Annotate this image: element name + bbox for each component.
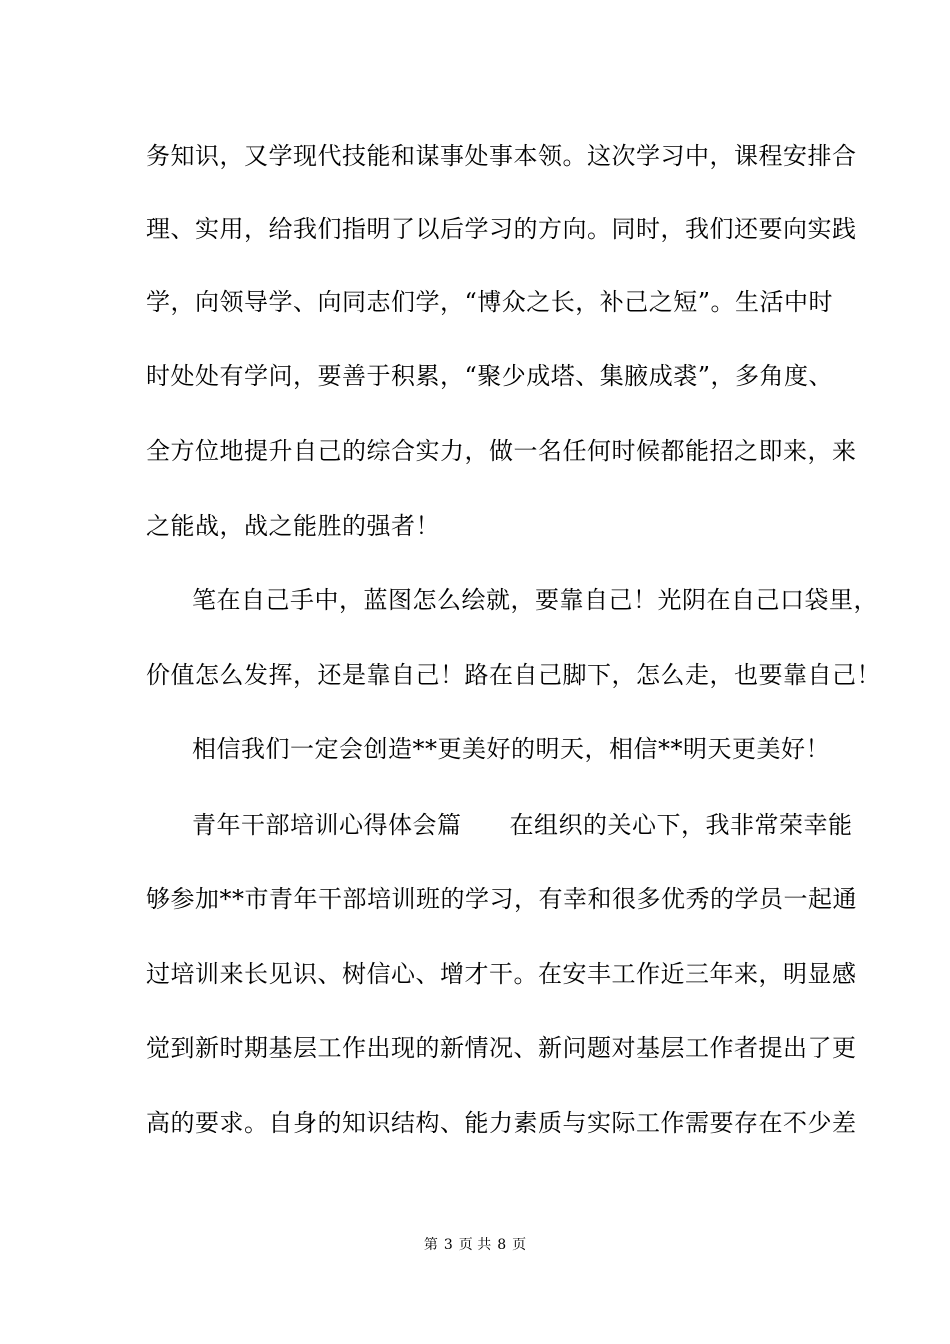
text-line: 够参加**市青年干部培训班的学习，有幸和很多优秀的学员一起通: [146, 885, 857, 913]
footer-prefix: 第: [423, 1237, 438, 1253]
total-pages-number: 8: [497, 1237, 507, 1253]
section-heading-line: [192, 810, 853, 840]
section-opening-text: 在组织的关心下，我非常荣幸能: [509, 811, 853, 839]
page-footer: [0, 1236, 950, 1254]
text-line: 时处处有学问，要善于积累，“聚少成塔、集腋成裘”，多角度、: [146, 362, 834, 390]
text-line: 全方位地提升自己的综合实力，做一名任何时候都能招之即来，来: [146, 437, 857, 465]
text-line: 觉到新时期基层工作出现的新情况、新问题对基层工作者提出了更: [146, 1034, 857, 1062]
text-line: 之能战，战之能胜的强者！: [146, 512, 440, 540]
text-line: 学，向领导学、向同志们学，“博众之长，补己之短”。生活中时: [146, 288, 834, 316]
footer-suffix: 页: [512, 1237, 527, 1253]
paragraph-first-line: 笔在自己手中，蓝图怎么绘就，要靠自己！光阴在自己口袋里，: [192, 586, 878, 614]
text-line: 高的要求。自身的知识结构、能力素质与实际工作需要存在不少差: [146, 1109, 857, 1137]
text-line: 过培训来长见识、树信心、增才干。在安丰工作近三年来，明显感: [146, 960, 857, 988]
current-page-number: 3: [443, 1237, 453, 1253]
paragraph-first-line: 相信我们一定会创造**更美好的明天，相信**明天更美好！: [192, 735, 830, 763]
text-line: 价值怎么发挥，还是靠自己！路在自己脚下，怎么走，也要靠自己！: [146, 661, 881, 689]
section-heading: 青年干部培训心得体会篇: [192, 811, 462, 839]
footer-middle: 页 共: [458, 1237, 492, 1253]
text-line: 理、实用，给我们指明了以后学习的方向。同时，我们还要向实践: [146, 215, 857, 243]
text-line: 务知识，又学现代技能和谋事处事本领。这次学习中，课程安排合: [146, 142, 857, 170]
